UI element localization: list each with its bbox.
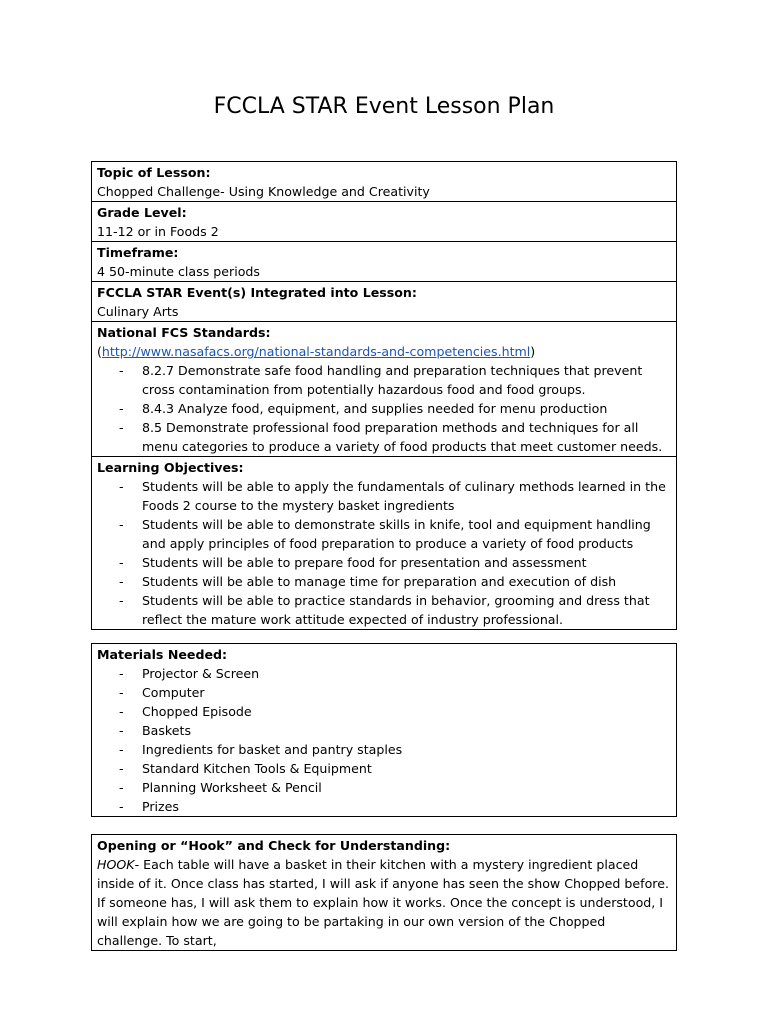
timeframe-label: Timeframe: [97, 245, 179, 260]
list-item: - Projector & Screen [97, 664, 671, 683]
timeframe-cell [92, 242, 676, 282]
materials-label: Materials Needed: [97, 647, 228, 662]
standards-label: National FCS Standards: [97, 325, 271, 340]
timeframe-value: 4 50-minute class periods [97, 264, 260, 279]
list-item: - Students will be able to practice standards in behavior, grooming and dress that reflect the mature work attitude expected of industry professional. [97, 591, 671, 629]
topic-label: Topic of Lesson: [97, 165, 211, 180]
opening-cell [92, 835, 676, 950]
grade-cell [92, 202, 676, 242]
materials-table [91, 643, 677, 817]
opening-table [91, 834, 677, 951]
events-cell [92, 282, 676, 322]
hook-word: HOOK [97, 857, 135, 872]
objectives-list [97, 477, 671, 629]
topic-value: Chopped Challenge- Using Knowledge and Creativity [97, 184, 430, 199]
paren-close: ) [530, 344, 536, 359]
list-item: - Students will be able to prepare food for presentation and assessment [97, 553, 671, 572]
page-title: FCCLA STAR Event Lesson Plan [213, 94, 555, 119]
hook-text: - Each table will have a basket in their kitchen with a mystery ingredient placed inside of it. Once class has started, I will ask if anyone has seen the show Chopped before. If someone has, I will ask them to explain how it works. Once the concept is understood, I will explain how we are going to be partaking in our own version of the Chopped challenge. To start, [97, 857, 669, 948]
list-item: - 8.5 Demonstrate professional food preparation methods and techniques for all menu categories to produce a variety of food products that meet customer needs. [97, 418, 671, 456]
list-item: - Students will be able to apply the fundamentals of culinary methods learned in the Foods 2 course to the mystery basket ingredients [97, 477, 671, 515]
objectives-cell [92, 457, 676, 629]
list-item: - Chopped Episode [97, 702, 671, 721]
events-value: Culinary Arts [97, 304, 179, 319]
list-item: - Ingredients for basket and pantry staples [97, 740, 671, 759]
standards-link[interactable]: http://www.nasafacs.org/national-standards-and-competencies.html [101, 344, 531, 359]
materials-cell [92, 644, 676, 816]
list-item: - Prizes [97, 797, 671, 816]
grade-label: Grade Level: [97, 205, 187, 220]
list-item: - Standard Kitchen Tools & Equipment [97, 759, 671, 778]
standards-link-line [97, 342, 671, 361]
opening-text [97, 855, 671, 950]
list-item: - Computer [97, 683, 671, 702]
opening-label: Opening or “Hook” and Check for Understanding: [97, 838, 451, 853]
list-item: - Students will be able to demonstrate skills in knife, tool and equipment handling and apply principles of food preparation to produce a variety of food products [97, 515, 671, 553]
objectives-label: Learning Objectives: [97, 460, 244, 475]
lesson-info-table [91, 161, 677, 630]
list-item: - 8.4.3 Analyze food, equipment, and supplies needed for menu production [97, 399, 671, 418]
list-item: - Students will be able to manage time for preparation and execution of dish [97, 572, 671, 591]
list-item: - Planning Worksheet & Pencil [97, 778, 671, 797]
topic-cell [92, 162, 676, 202]
events-label: FCCLA STAR Event(s) Integrated into Lesson: [97, 285, 417, 300]
standards-cell [92, 322, 676, 457]
materials-list [97, 664, 671, 816]
list-item: - 8.2.7 Demonstrate safe food handling and preparation techniques that prevent cross contamination from potentially hazardous food and food groups. [97, 361, 671, 399]
standards-list [97, 361, 671, 456]
paren-open: ( [97, 344, 102, 359]
grade-value: 11-12 or in Foods 2 [97, 224, 219, 239]
list-item: - Baskets [97, 721, 671, 740]
